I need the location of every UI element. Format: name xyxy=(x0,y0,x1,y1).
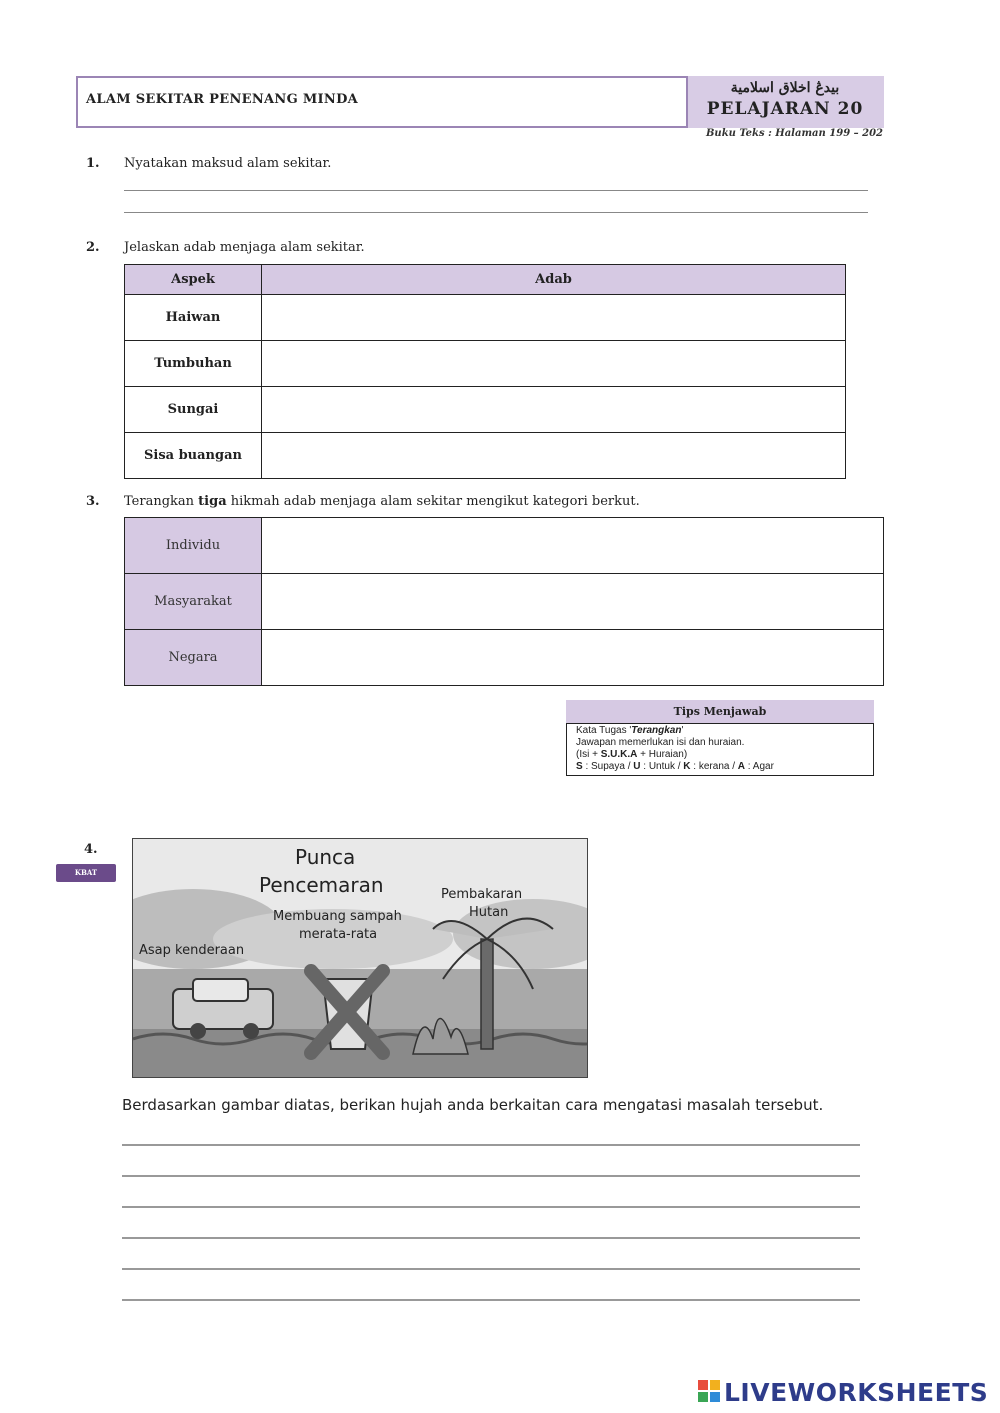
tips-title: Tips Menjawab xyxy=(566,700,874,724)
subject-arabic: بيدڠ اخلاق اسلامية xyxy=(730,80,840,96)
q3-answer-cell[interactable] xyxy=(262,518,884,574)
tips-text-bold: Terangkan xyxy=(631,725,682,736)
picture-label-bakar-2: Hutan xyxy=(469,905,509,920)
q2-text: Jelaskan adab menjaga alam sekitar. xyxy=(124,240,365,255)
q2-header-adab: Adab xyxy=(262,265,846,295)
kbat-badge: KBAT xyxy=(56,864,116,882)
picture-title-1: Punca xyxy=(295,845,356,869)
q1-text: Nyatakan maksud alam sekitar. xyxy=(124,156,332,171)
q2-number: 2. xyxy=(86,240,100,255)
q3-text-part: hikmah adab menjaga alam sekitar mengikut kategori berkut. xyxy=(226,494,640,509)
q2-table xyxy=(124,264,846,479)
q1-answer-line-2[interactable] xyxy=(124,212,868,213)
tips-text-bold: U xyxy=(633,761,641,772)
page-title: ALAM SEKITAR PENENANG MINDA xyxy=(86,92,359,107)
q4-answer-line-3[interactable] xyxy=(122,1206,860,1208)
pollution-picture xyxy=(132,838,588,1078)
q4-answer-line-4[interactable] xyxy=(122,1237,860,1239)
picture-title-2: Pencemaran xyxy=(259,873,384,897)
tips-line-2: Jawapan memerlukan isi dan huraian. xyxy=(576,737,745,748)
picture-label-bakar-1: Pembakaran xyxy=(441,887,523,902)
tips-text: (Isi + xyxy=(576,749,601,760)
q2-answer-cell[interactable] xyxy=(262,295,846,341)
tips-line-4 xyxy=(576,761,774,772)
q2-row-label: Sungai xyxy=(125,387,262,433)
q4-answer-line-1[interactable] xyxy=(122,1144,860,1146)
q3-text xyxy=(124,494,640,509)
q3-table xyxy=(124,517,884,686)
q3-text-part: Terangkan xyxy=(124,494,199,509)
lesson-number: PELAJARAN 20 xyxy=(706,99,864,119)
q3-row-label: Masyarakat xyxy=(125,574,262,630)
tips-text-bold: A xyxy=(737,761,746,772)
tips-text: : Untuk / xyxy=(640,761,684,772)
q1-number: 1. xyxy=(86,156,100,171)
q3-text-bold: tiga xyxy=(198,494,227,509)
tips-text: : Agar xyxy=(745,761,774,772)
tips-text: : Supaya / xyxy=(582,761,634,772)
tips-text-bold: S.U.K.A xyxy=(600,749,638,760)
q2-row-label: Tumbuhan xyxy=(125,341,262,387)
q4-answer-line-2[interactable] xyxy=(122,1175,860,1177)
q4-number: 4. xyxy=(84,842,98,857)
tips-text-bold: K xyxy=(683,761,691,772)
q3-answer-cell[interactable] xyxy=(262,574,884,630)
q3-row-label: Negara xyxy=(125,630,262,686)
tips-line-1 xyxy=(576,725,683,736)
tips-text-bold: S xyxy=(576,761,583,772)
q2-answer-cell[interactable] xyxy=(262,387,846,433)
tips-text: : kerana / xyxy=(690,761,738,772)
q2-row-label: Haiwan xyxy=(125,295,262,341)
picture-label-asap: Asap kenderaan xyxy=(139,943,245,958)
picture-label-sampah-2: merata-rata xyxy=(299,927,378,942)
q1-answer-line-1[interactable] xyxy=(124,190,868,191)
q4-text: Berdasarkan gambar diatas, berikan hujah anda berkaitan cara mengatasi masalah tersebut. xyxy=(122,1096,824,1114)
picture-label-sampah-1: Membuang sampah xyxy=(273,909,402,924)
q4-answer-line-5[interactable] xyxy=(122,1268,860,1270)
q3-answer-cell[interactable] xyxy=(262,630,884,686)
q2-header-aspek: Aspek xyxy=(125,265,262,295)
tips-line-3 xyxy=(576,749,687,760)
q2-answer-cell[interactable] xyxy=(262,433,846,479)
q4-answer-line-6[interactable] xyxy=(122,1299,860,1301)
tips-text: Kata Tugas ' xyxy=(576,725,632,736)
tips-text: + Huraian) xyxy=(637,749,688,760)
q2-row-label: Sisa buangan xyxy=(125,433,262,479)
liveworksheets-logo-text: LIVEWORKSHEETS xyxy=(724,1378,989,1407)
q2-answer-cell[interactable] xyxy=(262,341,846,387)
tips-text: ' xyxy=(681,725,684,736)
q3-row-label: Individu xyxy=(125,518,262,574)
liveworksheets-logo-icon xyxy=(698,1380,720,1402)
q3-number: 3. xyxy=(86,494,100,509)
textbook-reference: Buku Teks : Halaman 199 – 202 xyxy=(705,128,883,139)
